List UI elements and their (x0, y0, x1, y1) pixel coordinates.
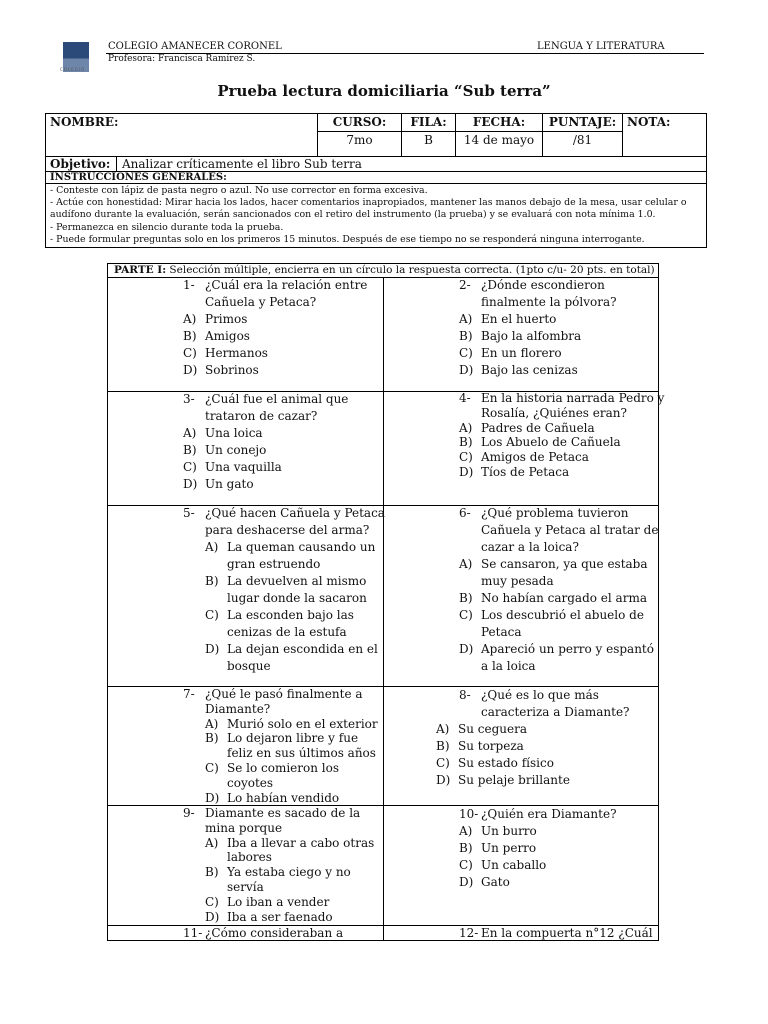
question-number: 9- (183, 806, 195, 820)
option-letter: C) (459, 608, 473, 622)
answer-option[interactable] (183, 362, 367, 379)
question-text: para deshacerse del arma? (205, 523, 370, 537)
answer-option[interactable] (459, 450, 664, 465)
answer-option[interactable] (459, 590, 658, 607)
question-number: 6- (459, 506, 471, 520)
option-letter: B) (459, 591, 473, 605)
question-text: cazar a la loica? (481, 540, 579, 554)
question-text-line (183, 806, 374, 821)
option-text: Se lo comieron los (227, 760, 340, 775)
option-text: No habían cargado el arma (481, 591, 647, 605)
answer-option (183, 624, 385, 641)
option-text: Un burro (481, 824, 537, 838)
option-letter: B) (436, 739, 450, 753)
option-letter: C) (459, 858, 473, 872)
question-number: 8- (459, 688, 471, 702)
answer-option[interactable] (183, 910, 374, 925)
question-text: trataron de cazar? (205, 409, 318, 423)
option-text: Lo dejaron libre y fue (227, 731, 359, 746)
answer-option[interactable] (183, 442, 348, 459)
option-text: Tíos de Petaca (481, 464, 570, 479)
option-letter: A) (459, 557, 473, 571)
option-text: Petaca (481, 625, 522, 639)
question-number: 7- (183, 687, 195, 701)
option-letter (205, 556, 227, 573)
part1-instruction: Selección múltiple, encierra en un círculo la respuesta correcta. (1pto c/u- 20 pts. en total) (166, 264, 655, 276)
question-text-line (436, 704, 629, 721)
option-letter: B) (205, 731, 219, 746)
answer-option[interactable] (459, 328, 617, 345)
question-text-line (459, 294, 617, 311)
question-text-line (459, 277, 617, 294)
question-text: ¿Qué es lo que más (481, 688, 599, 702)
question-text: ¿Cómo consideraban a (205, 926, 344, 940)
nombre-field[interactable]: NOMBRE: (46, 114, 318, 157)
answer-option (183, 850, 374, 865)
question-text-line (183, 687, 378, 702)
option-text: Apareció un perro y espantó (481, 642, 654, 656)
option-letter: C) (183, 460, 197, 474)
option-letter (205, 880, 227, 895)
question-number (459, 522, 481, 539)
student-info-table (45, 113, 707, 248)
question-text: ¿Qué problema tuvieron (481, 506, 629, 520)
answer-option[interactable] (459, 345, 617, 362)
option-text: Un conejo (205, 443, 267, 457)
option-letter: A) (459, 312, 473, 326)
question-text: mina porque (205, 820, 283, 835)
answer-option (183, 556, 385, 573)
question-text: Cañuela y Petaca al tratar de (481, 523, 659, 537)
answer-option[interactable] (183, 731, 378, 746)
answer-option[interactable] (459, 465, 664, 480)
option-letter (459, 624, 481, 641)
option-letter: D) (459, 642, 474, 656)
puntaje-value: /81 (543, 132, 623, 157)
part1-label: PARTE I: (114, 264, 167, 276)
objective-row (46, 157, 707, 172)
option-text: Su estado físico (458, 756, 554, 770)
question-text: caracteriza a Diamante? (481, 705, 630, 719)
answer-option (183, 746, 378, 761)
question-number (183, 702, 205, 717)
option-letter: A) (459, 824, 473, 838)
option-letter: B) (183, 329, 197, 343)
question-number: 4- (459, 391, 471, 405)
option-text: La dejan escondida en el (227, 642, 378, 656)
option-text: Iba a ser faenado (227, 909, 333, 924)
instruction-item: - Permanezca en silencio durante toda la prueba. (50, 221, 284, 233)
question-text: ¿Quién era Diamante? (481, 807, 617, 821)
question-number: 11- (183, 926, 203, 940)
instructions-list (46, 184, 707, 248)
question-6 (459, 505, 658, 675)
question-1 (183, 277, 367, 379)
question-text-line (459, 505, 658, 522)
option-text: gran estruendo (227, 557, 321, 571)
question-number: 1- (183, 278, 195, 292)
option-text: Gato (481, 875, 510, 889)
option-text: coyotes (227, 775, 274, 790)
answer-option[interactable] (183, 791, 378, 806)
curso-label: CURSO: (318, 114, 402, 132)
option-letter (459, 658, 481, 675)
option-text: La devuelven al mismo (227, 574, 367, 588)
school-name: COLEGIO AMANECER CORONEL (108, 41, 282, 52)
answer-option[interactable] (183, 425, 348, 442)
option-letter: A) (205, 540, 219, 554)
page-title: Prueba lectura domiciliaria “Sub terra” (217, 82, 551, 100)
answer-option[interactable] (183, 836, 374, 851)
instruction-item: - Actúe con honestidad: Mirar hacia los lados, hacer comentarios inapropiados, mantener las manos debajo de la mesa, usar celular o (50, 197, 687, 209)
instruction-item: - Conteste con lápiz de pasta negro o azul. No use corrector en forma excesiva. (50, 185, 428, 196)
answer-option (183, 880, 374, 895)
option-letter: D) (183, 477, 198, 491)
option-letter: D) (183, 363, 198, 377)
option-text: Iba a llevar a cabo otras (227, 835, 375, 850)
question-text-line (459, 539, 658, 556)
option-text: bosque (227, 659, 271, 673)
objective-text: Analizar críticamente el libro Sub terra (122, 157, 362, 171)
instruction-item: audífono durante la evaluación, serán sancionados con el retiro del instrumento (la prueba) y se evaluará con nota mínima 1.0. (50, 209, 656, 221)
option-text: Un caballo (481, 858, 547, 872)
option-letter: A) (459, 420, 473, 435)
option-text: Un gato (205, 477, 254, 491)
option-text: La esconden bajo las (227, 608, 354, 622)
question-11 (183, 925, 343, 942)
answer-option[interactable] (459, 857, 617, 874)
option-letter: D) (205, 642, 220, 656)
fila-value: B (402, 132, 456, 157)
answer-option[interactable] (459, 607, 658, 624)
answer-option[interactable] (183, 345, 367, 362)
option-text: Su pelaje brillante (458, 773, 570, 787)
question-number (183, 821, 205, 836)
answer-option (183, 590, 385, 607)
subject-name: LENGUA Y LITERATURA (537, 41, 665, 52)
question-text-line (459, 391, 664, 406)
fecha-label: FECHA: (456, 114, 543, 132)
answer-option[interactable] (459, 840, 617, 857)
option-letter: C) (205, 608, 219, 622)
question-text-line (459, 806, 617, 823)
question-number: 2- (459, 278, 471, 292)
option-letter: C) (205, 894, 219, 909)
question-text: ¿Cuál fue el animal que (205, 392, 349, 406)
option-text: Amigos de Petaca (481, 450, 589, 465)
answer-option[interactable] (459, 641, 658, 658)
question-number (183, 522, 205, 539)
answer-option[interactable] (183, 311, 367, 328)
question-text-line (183, 391, 348, 408)
option-letter (205, 850, 227, 865)
question-text-line (183, 702, 378, 717)
question-text-line (459, 522, 658, 539)
option-letter: C) (459, 346, 473, 360)
question-5 (183, 505, 385, 675)
question-text: En la compuerta n°12 ¿Cuál (481, 926, 653, 940)
option-letter: D) (436, 773, 451, 787)
curso-value: 7mo (318, 132, 402, 157)
option-letter: D) (459, 363, 474, 377)
answer-option[interactable] (183, 476, 348, 493)
answer-option[interactable] (183, 573, 385, 590)
answer-option[interactable] (183, 761, 378, 776)
option-text: Los descubrió el abuelo de (481, 608, 644, 622)
question-text: Diamante? (205, 701, 271, 716)
question-text: Rosalía, ¿Quiénes eran? (481, 405, 627, 420)
option-letter: D) (459, 875, 474, 889)
option-text: En el huerto (481, 312, 557, 326)
question-number (183, 408, 205, 425)
option-text: Bajo la alfombra (481, 329, 582, 343)
option-letter (205, 658, 227, 675)
answer-option[interactable] (459, 874, 617, 891)
instruction-item: - Puede formular preguntas solo en los primeros 15 minutos. Después de ese tiempo no se responderá ninguna interrogante. (50, 233, 645, 245)
option-letter (205, 590, 227, 607)
option-letter: C) (183, 346, 197, 360)
answer-option[interactable] (436, 738, 629, 755)
answer-option[interactable] (459, 823, 617, 840)
question-text-line (436, 687, 629, 704)
option-text: muy pesada (481, 574, 554, 588)
option-text: Bajo las cenizas (481, 363, 578, 377)
answer-option (183, 776, 378, 791)
option-text: Padres de Cañuela (481, 420, 595, 435)
nota-field[interactable]: NOTA: (623, 114, 707, 157)
option-letter: D) (205, 909, 220, 924)
objective-label: Objetivo: (50, 157, 117, 171)
option-text: Sobrinos (205, 363, 259, 377)
answer-option[interactable] (459, 421, 664, 436)
option-letter: C) (459, 450, 473, 465)
option-text: En un florero (481, 346, 562, 360)
question-8 (436, 687, 629, 789)
logo-caption: COLEGIO (60, 67, 86, 72)
option-letter (205, 776, 227, 791)
question-text-line (183, 505, 385, 522)
option-letter: A) (183, 312, 197, 326)
question-number (459, 406, 481, 421)
option-letter (205, 746, 227, 761)
option-text: Su torpeza (458, 739, 524, 753)
question-number: 12- (459, 926, 479, 940)
answer-option (459, 624, 658, 641)
question-number (183, 294, 205, 311)
option-letter: B) (183, 443, 197, 457)
question-number (459, 539, 481, 556)
option-text: a la loica (481, 659, 536, 673)
option-letter: C) (436, 756, 450, 770)
option-text: Se cansaron, ya que estaba (481, 557, 648, 571)
question-text: finalmente la pólvora? (481, 295, 617, 309)
instructions-title: INSTRUCCIONES GENERALES: (46, 172, 707, 184)
question-text-line (183, 925, 343, 942)
question-text-line (183, 408, 348, 425)
answer-option[interactable] (183, 459, 348, 476)
option-text: labores (227, 850, 272, 865)
option-text: Murió solo en el exterior (227, 716, 378, 731)
answer-option[interactable] (183, 717, 378, 732)
puntaje-label: PUNTAJE: (543, 114, 623, 132)
option-text: La queman causando un (227, 540, 376, 554)
option-text: Ya estaba ciego y no (227, 865, 351, 880)
question-3 (183, 391, 348, 493)
question-text: ¿Dónde escondieron (481, 278, 605, 292)
question-number (459, 294, 481, 311)
question-4 (459, 391, 664, 480)
option-letter: B) (205, 865, 219, 880)
answer-option[interactable] (459, 556, 658, 573)
option-letter: D) (205, 790, 220, 805)
fila-label: FILA: (402, 114, 456, 132)
option-text: Los Abuelo de Cañuela (481, 435, 621, 450)
question-text-line (459, 406, 664, 421)
answer-option[interactable] (459, 435, 664, 450)
option-text: Una loica (205, 426, 263, 440)
answer-option[interactable] (183, 895, 374, 910)
question-12 (459, 925, 653, 942)
question-text: Diamante es sacado de la (205, 806, 361, 820)
answer-option[interactable] (436, 755, 629, 772)
option-letter: A) (183, 426, 197, 440)
option-letter: C) (205, 760, 219, 775)
option-letter (459, 573, 481, 590)
question-text-line (459, 925, 653, 942)
option-text: Su ceguera (458, 722, 527, 736)
option-letter: B) (459, 841, 473, 855)
answer-option[interactable] (436, 721, 629, 738)
answer-option[interactable] (183, 607, 385, 624)
question-number: 5- (183, 506, 195, 520)
option-text: Hermanos (205, 346, 268, 360)
answer-option[interactable] (183, 641, 385, 658)
option-letter: B) (459, 329, 473, 343)
question-text: ¿Qué le pasó finalmente a (205, 687, 363, 701)
question-text: En la historia narrada Pedro y (481, 391, 665, 405)
option-letter: D) (459, 464, 474, 479)
option-letter: A) (205, 716, 219, 731)
question-text-line (183, 522, 385, 539)
teacher-name: Profesora: Francisca Ramírez S. (108, 54, 256, 64)
option-text: Un perro (481, 841, 537, 855)
question-text: Cañuela y Petaca? (205, 295, 317, 309)
option-text: Lo iban a vender (227, 894, 330, 909)
question-text-line (183, 821, 374, 836)
option-text: Primos (205, 312, 248, 326)
answer-option[interactable] (183, 328, 367, 345)
option-letter: B) (459, 435, 473, 450)
option-text: lugar donde la sacaron (227, 591, 367, 605)
question-7 (183, 687, 378, 805)
option-letter (205, 624, 227, 641)
question-text: ¿Cuál era la relación entre (205, 278, 368, 292)
question-text-line (183, 294, 367, 311)
answer-option[interactable] (459, 311, 617, 328)
answer-option[interactable] (436, 772, 629, 789)
option-text: Lo habían vendido (227, 790, 340, 805)
option-letter: A) (436, 722, 450, 736)
fecha-value: 14 de mayo (456, 132, 543, 157)
option-letter: B) (205, 574, 219, 588)
answer-option (459, 573, 658, 590)
option-text: Amigos (205, 329, 250, 343)
option-text: feliz en sus últimos años (227, 746, 376, 761)
question-number: 3- (183, 392, 195, 406)
question-number: 10- (459, 807, 479, 821)
question-text-line (183, 277, 367, 294)
question-9 (183, 806, 374, 924)
question-text: ¿Qué hacen Cañuela y Petaca (205, 506, 385, 520)
option-letter: A) (205, 835, 219, 850)
answer-option (183, 658, 385, 675)
option-text: servía (227, 879, 264, 894)
option-text: Una vaquilla (205, 460, 282, 474)
answer-option[interactable] (183, 865, 374, 880)
part1-header (108, 264, 658, 278)
option-text: cenizas de la estufa (227, 625, 347, 639)
question-10 (459, 806, 617, 891)
answer-option[interactable] (183, 539, 385, 556)
answer-option[interactable] (459, 362, 617, 379)
question-2 (459, 277, 617, 379)
question-number (459, 704, 481, 721)
answer-option (459, 658, 658, 675)
